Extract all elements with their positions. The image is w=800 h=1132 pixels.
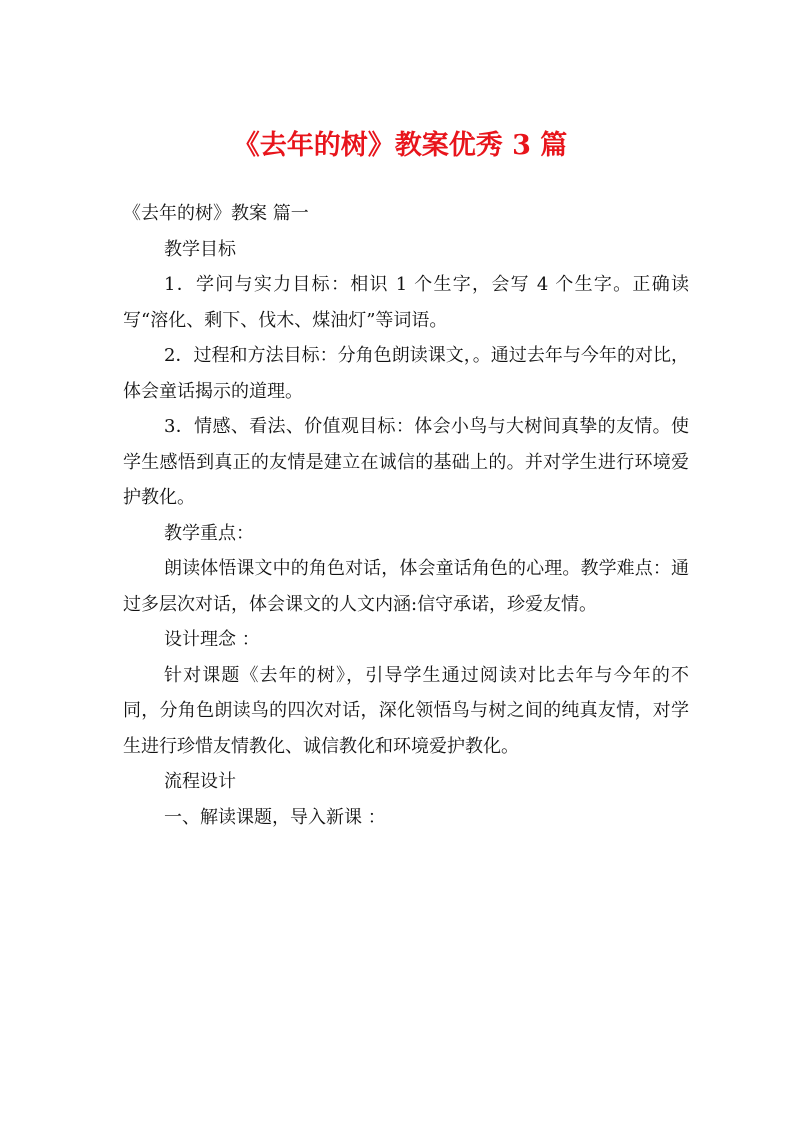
document-body — [123, 196, 689, 835]
subheading-process-design: 流程设计 — [164, 771, 236, 792]
paragraph-goal-1: 1．学问与实力目标：相识 1 个生字，会写 4 个生字。正确读写“溶化、剩下、伐木、煤油灯”等词语。 — [123, 274, 689, 331]
document-title: 《去年的树》教案优秀 3 篇 — [232, 130, 568, 161]
paragraph-design-concept: 针对课题《去年的树》，引导学生通过阅读对比去年与今年的不同，分角色朗读鸟的四次对话，深化领悟鸟与树之间的纯真友情，对学生进行珍惜友情教化、诚信教化和环境爱护教化。 — [123, 664, 689, 757]
subheading-design-concept: 设计理念 ： — [164, 629, 260, 650]
subheading-key-points: 教学重点： — [164, 522, 254, 544]
section-heading: 《去年的树》教案 篇一 — [123, 203, 309, 224]
paragraph-step-1: 一、解读课题，导入新课 ： — [164, 806, 386, 828]
paragraph-goal-3: 3．情感、看法、价值观目标：体会小鸟与大树间真挚的友情。使学生感悟到真正的友情是建立在诚信的基础上的。并对学生进行环境爱护教化。 — [123, 416, 689, 508]
subheading-teaching-goals: 教学目标 — [164, 238, 236, 260]
paragraph-goal-2: 2．过程和方法目标：分角色朗读课文，。通过去年与今年的对比，体会童话揭示的道理。 — [123, 345, 689, 402]
paragraph-key-points: 朗读体悟课文中的角色对话，体会童话角色的心理。教学难点：通过多层次对话，体会课文的人文内涵:信守承诺，珍爱友情。 — [123, 558, 689, 615]
